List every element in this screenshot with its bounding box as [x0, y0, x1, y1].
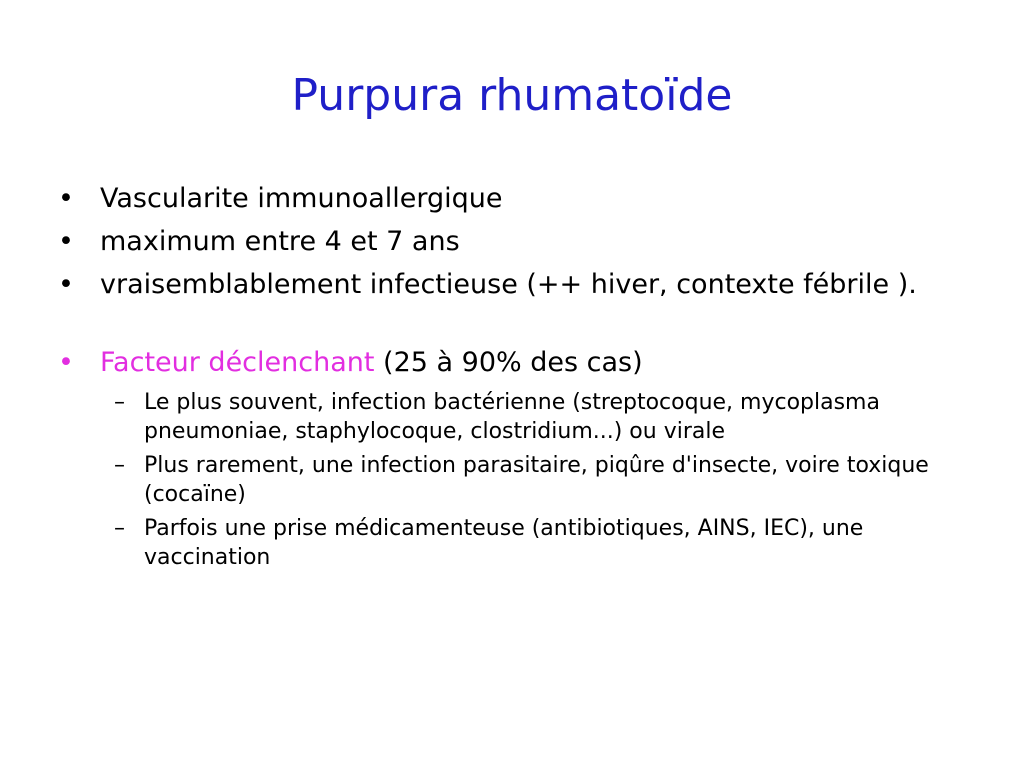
sub-item-text: Plus rarement, une infection parasitaire, piqûre d'insecte, voire toxique (cocaïne) [144, 453, 929, 507]
bullet-marker: • [58, 269, 74, 300]
sub-item-text: Parfois une prise médicamenteuse (antibiotiques, AINS, IEC), une vaccination [144, 516, 864, 570]
bullet-text: vraisemblablement infectieuse (++ hiver, contexte fébrile ). [100, 269, 917, 300]
dash-marker: – [114, 453, 125, 478]
slide-body [58, 181, 958, 577]
bullet-marker: • [58, 347, 74, 378]
bullet-item [58, 224, 958, 259]
dash-marker: – [114, 516, 125, 541]
sub-item [58, 451, 958, 509]
bullet-text: maximum entre 4 et 7 ans [100, 226, 460, 257]
sub-item [58, 514, 958, 572]
sub-list [58, 388, 958, 572]
facteur-rest: (25 à 90% des cas) [374, 347, 643, 378]
bullet-item [58, 181, 958, 216]
facteur-highlight: Facteur déclenchant [100, 347, 375, 378]
bullet-text: Vascularite immunoallergique [100, 183, 503, 214]
sub-item-text: Le plus souvent, infection bactérienne (streptocoque, mycoplasma pneumoniae, staphylocoque, clostridium...) ou virale [144, 390, 880, 444]
bullet-item [58, 267, 958, 302]
bullet-marker: • [58, 226, 74, 257]
dash-marker: – [114, 390, 125, 415]
bullet-marker: • [58, 183, 74, 214]
slide-title: Purpura rhumatoïde [291, 70, 733, 121]
bullet-item-facteur [58, 345, 958, 380]
sub-item [58, 388, 958, 446]
